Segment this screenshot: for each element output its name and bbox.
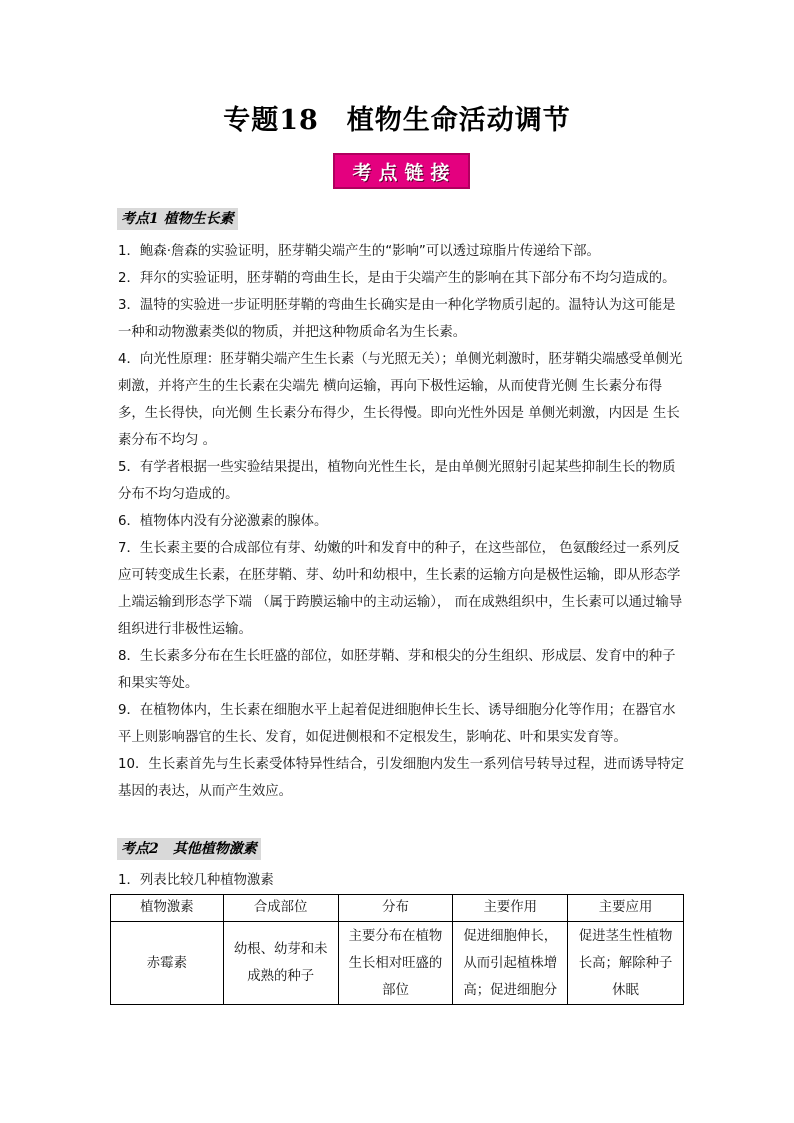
table-cell: 赤霉素 [111, 922, 224, 1005]
page-title: 专题18 植物生命活动调节 [223, 105, 571, 136]
list-item: 10．生长素首先与生长素受体特异性结合，引发细胞内发生一系列信号转导过程，进而诱导特定基因的表达，从而产生效应。 [118, 757, 685, 799]
table-header-cell: 植物激素 [111, 895, 224, 922]
table-header-cell: 合成部位 [223, 895, 338, 922]
table-cell: 主要分布在植物生长相对旺盛的部位 [338, 922, 453, 1005]
list-item: 8．生长素多分布在生长旺盛的部位，如胚芽鞘、芽和根尖的分生组织、形成层、发育中的种子和果实等处。 [118, 649, 676, 691]
table-cell: 促进细胞伸长，从而引起植株增高；促进细胞分 [453, 922, 568, 1005]
table-header-cell: 主要作用 [453, 895, 568, 922]
table-cell: 促进茎生性植物长高；解除种子休眠 [568, 922, 684, 1005]
table-cell: 幼根、幼芽和未成熟的种子 [223, 922, 338, 1005]
list-item: 4．向光性原理：胚芽鞘尖端产生生长素（与光照无关）；单侧光刺激时，胚芽鞘尖端感受单侧光刺激，并将产生的生长素在尖端先 横向运输，再向下极性运输，从而使背光侧 生长素分布得多，生长得快，向光侧 生长素分布得少，生长得慢。即向光性外因是 单侧光刺激，内因是 生长素分布不均匀 。 [118, 352, 683, 448]
list-item: 1．鲍森·詹森的实验证明，胚芽鞘尖端产生的“影响”可以透过琼脂片传递给下部。 [118, 244, 600, 259]
list-item: 9．在植物体内，生长素在细胞水平上起着促进细胞伸长生长、诱导细胞分化等作用；在器官水平上则影响器官的生长、发育，如促进侧根和不定根发生，影响花、叶和果实发育等。 [118, 703, 676, 745]
section-heading-1: 考点1 植物生长素 [117, 208, 238, 230]
table-caption: 1．列表比较几种植物激素 [118, 873, 274, 888]
list-item: 3．温特的实验进一步证明胚芽鞘的弯曲生长确实是由一种化学物质引起的。温特认为这可能是一种和动物激素类似的物质，并把这种物质命名为生长素。 [118, 298, 676, 340]
table-row [111, 922, 684, 1005]
table-header-cell: 主要应用 [568, 895, 684, 922]
section-1-content [118, 238, 688, 805]
table-header-row [111, 895, 684, 922]
section-heading-2: 考点2 其他植物激素 [117, 838, 261, 860]
list-item: 5．有学者根据一些实验结果提出，植物向光性生长，是由单侧光照射引起某些抑制生长的物质分布不均匀造成的。 [118, 460, 676, 502]
section-banner [333, 153, 470, 189]
banner-label: 考点链接 [352, 161, 457, 184]
list-item: 6．植物体内没有分泌激素的腺体。 [118, 514, 328, 529]
list-item: 7．生长素主要的合成部位有芽、幼嫩的叶和发育中的种子，在这些部位， 色氨酸经过一系列反应可转变成生长素，在胚芽鞘、芽、幼叶和幼根中，生长素的运输方向是极性运输，即从形态学上端运输到形态学下端 （属于跨膜运输中的主动运输）， 而在成熟组织中，生长素可以通过输导组织进行非极性运输。 [118, 541, 683, 637]
list-item: 2．拜尔的实验证明，胚芽鞘的弯曲生长，是由于尖端产生的影响在其下部分布不均匀造成的。 [118, 271, 676, 286]
table-header-cell: 分布 [338, 895, 453, 922]
hormone-table [110, 894, 684, 1005]
